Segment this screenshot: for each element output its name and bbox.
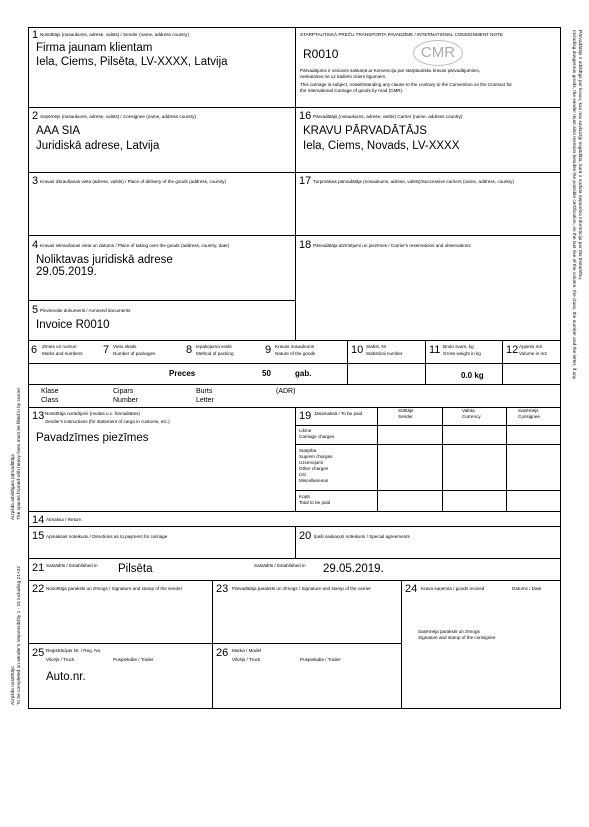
sender-caption: Nosūtītājs (nosaukums, adrese, valsts) / Sender (name, address country) bbox=[40, 32, 189, 37]
to-be-paid-caption: Jāsamaksā / To be paid bbox=[314, 411, 363, 416]
carrier-name[interactable]: KRAVU PĀRVADĀTĀJS bbox=[303, 125, 427, 137]
return-caption: Atmaksa / Return bbox=[46, 517, 82, 522]
payment-directions-caption: Apmaksas noteikumi / Directions as to payment for carriage bbox=[46, 534, 168, 539]
sender-instructions[interactable]: Pavadzīmes piezīmes bbox=[36, 432, 149, 444]
model-caption: Marka / Model bbox=[232, 648, 262, 653]
consignee-signature-lv: Saņēmēja paraksts un zīmogs bbox=[418, 629, 480, 634]
letter-label-en: Letter bbox=[196, 397, 214, 404]
box21-number: 21 bbox=[32, 562, 45, 574]
consignee-caption: Saņēmējs (nosaukums, adrese, valsts) / Consignee (name, address country) bbox=[40, 114, 197, 119]
carrier-caption: Pārvadātājs (nosaukums, adrese, valsts) Carrier (name, address country) bbox=[313, 114, 463, 119]
model-truck-caption: Vilcējs / Truck bbox=[232, 657, 261, 662]
charges-row2-f: Miscellaneous bbox=[299, 478, 329, 483]
adr-label: (ADR) bbox=[276, 388, 296, 395]
class-label-en: Class bbox=[41, 397, 59, 404]
box5-number: 5 bbox=[32, 304, 39, 316]
reservations-caption: Pārvadātāja atzīmējumi un piezīmes / Carrier's reservations and observations bbox=[313, 243, 471, 248]
consignee-name[interactable]: AAA SIA bbox=[36, 125, 81, 137]
weight-caption-lv: Bruto svars, kg bbox=[443, 344, 474, 349]
box19-number: 19 bbox=[299, 410, 312, 422]
box17-number: 17 bbox=[299, 175, 312, 187]
marks-caption-lv: Zīmes un numuri bbox=[42, 344, 77, 349]
volume-caption-en: Volume in m3 bbox=[519, 351, 547, 356]
annexed-docs-caption: Pievienotie dokumenti / Annexed documents bbox=[40, 308, 131, 313]
special-agreements-caption: Īpaši saskaņoti noteikumi / Special agreements bbox=[314, 534, 410, 539]
goods-received-caption: Krava saņemta / goods recived bbox=[421, 586, 485, 591]
carrier-signature-caption: Pārvadātāja paraksts un zīmogs / Signature and stamp of the carrier bbox=[232, 586, 371, 591]
side-right-en: Including dangerous goods, the sender must also mention besides the possible certification, on the last line of the column: the class, the number and the letter, if any. bbox=[571, 30, 576, 381]
box7-number: 7 bbox=[103, 344, 110, 356]
annexed-document[interactable]: Invoice R0010 bbox=[36, 319, 110, 331]
side-right-lv: Pārvadātājs ir atbildīgs par kravu, kas nav savlaicīgi nogādāta, kurā ir nodota nepareiza informācija par tās bīstamību, bbox=[577, 30, 582, 281]
marks-caption-en: Marks and numbers bbox=[42, 351, 83, 356]
box24-number: 24 bbox=[405, 583, 418, 595]
charges-row2-d: Other charges bbox=[299, 466, 329, 471]
box22-number: 22 bbox=[32, 583, 45, 595]
box11-number: 11 bbox=[429, 344, 441, 356]
box10-number: 10 bbox=[351, 344, 364, 356]
date-caption: Datums / Date bbox=[512, 586, 542, 591]
consignee-col-lv: Saņēmējs bbox=[518, 408, 539, 413]
currency-col-lv: Valūta bbox=[462, 408, 475, 413]
convention-text-en-1: This carriage is subject, notwithstanding any clause to the contrary to the Convention on the Contract for bbox=[300, 82, 512, 87]
charges-row2-c: Uzcenojumi bbox=[299, 460, 323, 465]
note-title: STARPTAUTISKĀ PREČU TRANSPORTA PAVADZĪME / INTERNATIONAL CONSIGNMENT NOTE bbox=[300, 32, 503, 37]
reg-trailer-caption: Puspiekabe / Trailer bbox=[113, 657, 154, 662]
established-date-caption: Sastādīts / Established in bbox=[254, 563, 306, 568]
box14-number: 14 bbox=[32, 514, 45, 526]
letter-label-lv: Burts bbox=[196, 388, 213, 395]
goods-nature[interactable]: Preces bbox=[169, 369, 196, 378]
statistical-caption-en: Statistical number bbox=[366, 351, 403, 356]
class-label-lv: Klase bbox=[41, 388, 59, 395]
charges-row2-b: Sup/em charges bbox=[299, 454, 333, 459]
box1-number: 1 bbox=[32, 29, 39, 41]
carrier-address[interactable]: Iela, Ciems, Novads, LV-XXXX bbox=[303, 140, 460, 152]
nature-caption-en: Nature of the goods bbox=[275, 351, 316, 356]
sender-name[interactable]: Firma jaunam klientam bbox=[36, 42, 153, 54]
volume-caption-lv: Apjoms m3 bbox=[519, 344, 542, 349]
sender-col-en: Sender bbox=[398, 414, 413, 419]
charges-row2-e: Citi bbox=[299, 472, 306, 477]
goods-packages[interactable]: 50 bbox=[262, 369, 271, 378]
established-date[interactable]: 29.05.2019. bbox=[323, 563, 384, 575]
instructions-caption-lv: Nosūtītāja norādījumi (muitas u.c. formalitātes) bbox=[45, 411, 140, 416]
packages-caption-en: Number of packages bbox=[113, 351, 156, 356]
packing-caption-lv: Iepakojuma veids bbox=[196, 344, 232, 349]
number-label-en: Number bbox=[113, 397, 138, 404]
number-label-lv: Cipars bbox=[113, 388, 134, 395]
reg-no-caption: Reģistrācijas Nr. / Reg. No. bbox=[46, 648, 102, 653]
model-trailer-caption: Puspiekabe / Trailer bbox=[300, 657, 341, 662]
packages-caption-lv: Vietu skaits bbox=[113, 344, 137, 349]
box12-number: 12 bbox=[506, 344, 519, 356]
weight-caption-en: Gross weight in kg bbox=[443, 351, 481, 356]
taking-over-caption: Kravas iekraušanas vieta un datums / Place of taking over the goods (address, country, date) bbox=[40, 243, 230, 248]
box20-number: 20 bbox=[299, 530, 312, 542]
packing-caption-en: Method of packing bbox=[196, 351, 234, 356]
box23-number: 23 bbox=[216, 583, 229, 595]
successive-carriers-caption: Turpmākais pārvadātājs (nosaukums, adrese, valsts)/Successive carriers (name, address, country) bbox=[313, 179, 515, 184]
convention-text-lv-2: neskatoties ne uz kādiem citiem līgumiem. bbox=[300, 74, 387, 79]
box6-number: 6 bbox=[31, 344, 38, 356]
box26-number: 26 bbox=[216, 647, 229, 659]
instructions-caption-en: Sender's instructions (for statement of cargo in customs, etc.) bbox=[45, 419, 170, 424]
box13-number: 13 bbox=[32, 410, 45, 422]
sender-col-lv: Sūtītājs bbox=[398, 408, 414, 413]
delivery-place-caption: Kravas izkraušanas vieta (adrese, valsts) / Place of delivery of the goods (address, country) bbox=[40, 179, 227, 184]
side-sender-lv: Aizpilda nosūtītājs bbox=[11, 666, 16, 705]
established-place-caption: Sastādīts / Established in bbox=[46, 563, 98, 568]
charges-row1-en: Carriage charges bbox=[299, 434, 335, 439]
reg-truck-caption: Vilcējs / Truck bbox=[46, 657, 75, 662]
total-row-en: Total to be paid bbox=[299, 500, 331, 505]
cmr-logo: CMR bbox=[413, 40, 463, 66]
note-number[interactable]: R0010 bbox=[303, 47, 339, 61]
side-carrier-lv: Aizpilda atbildīgais pārvadātājs bbox=[11, 454, 16, 520]
box16-number: 16 bbox=[299, 110, 312, 122]
total-row-lv: Kopā bbox=[299, 494, 310, 499]
side-sender-en: To be completed on sender's responsibility 1 - 15 including 21+22 bbox=[17, 566, 22, 705]
consignee-col-en: Consignee bbox=[518, 414, 540, 419]
box25-number: 25 bbox=[32, 647, 45, 659]
sender-address[interactable]: Iela, Ciems, Pilsēta, LV-XXXX, Latvija bbox=[36, 56, 228, 68]
box2-number: 2 bbox=[32, 110, 39, 122]
nature-caption-lv: Kravas nosaukums bbox=[275, 344, 315, 349]
charges-row2-a: Starpība bbox=[299, 448, 317, 453]
box18-number: 18 bbox=[299, 239, 312, 251]
sender-signature-caption: Nosūtītāja paraksts un zīmogs / Signature and stamp of the sender bbox=[46, 586, 183, 591]
vehicle-reg-number[interactable]: Auto.nr. bbox=[46, 671, 86, 683]
box3-number: 3 bbox=[32, 175, 39, 187]
goods-weight[interactable]: 0.0 kg bbox=[461, 371, 484, 380]
side-carrier-en: The spaces framed with heavy lines must be filled in by carrier bbox=[17, 387, 22, 520]
box4-number: 4 bbox=[32, 239, 39, 251]
consignee-address[interactable]: Juridiskā adrese, Latvija bbox=[36, 140, 160, 152]
box9-number: 9 bbox=[265, 344, 272, 356]
loading-date[interactable]: 29.05.2019. bbox=[36, 266, 97, 278]
convention-text-lv-1: Pārvadājums ir veicams saskaņā ar Konvenciju par starptautisku kravas pārvadājumiem, bbox=[300, 68, 481, 73]
currency-col-en: Currency bbox=[462, 414, 481, 419]
loading-place[interactable]: Noliktavas juridiskā adrese bbox=[36, 254, 173, 266]
convention-text-en-2: the International Carriage of goods by road (CMR). bbox=[300, 88, 404, 93]
established-place[interactable]: Pilsēta bbox=[118, 563, 153, 575]
charges-row1-lv: Likme bbox=[299, 428, 312, 433]
box15-number: 15 bbox=[32, 530, 45, 542]
box8-number: 8 bbox=[186, 344, 193, 356]
consignee-signature-en: Signature and stamp of the consignee bbox=[418, 635, 496, 640]
statistical-caption-lv: Statist. Nr bbox=[366, 344, 387, 349]
goods-unit[interactable]: gab. bbox=[295, 369, 312, 378]
